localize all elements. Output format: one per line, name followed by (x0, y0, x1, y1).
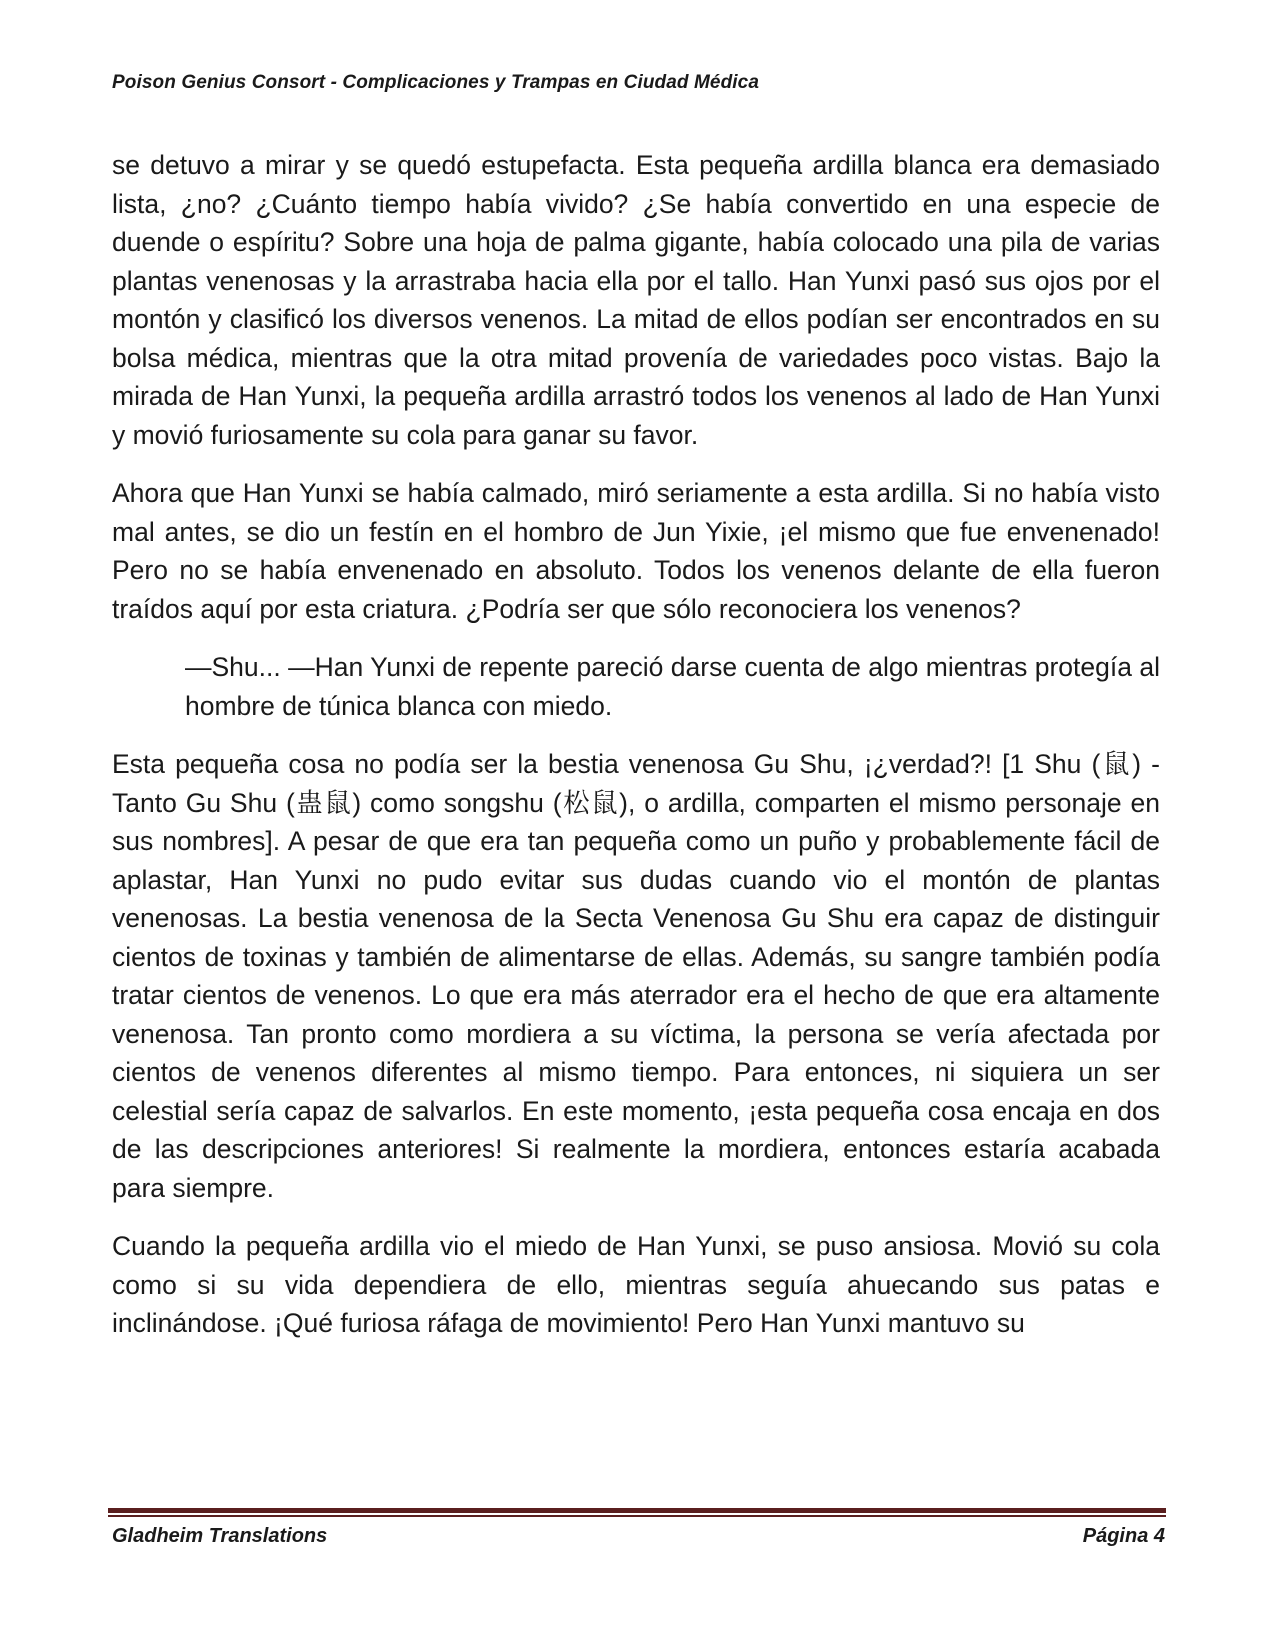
footer-divider (108, 1508, 1166, 1517)
paragraph: Cuando la pequeña ardilla vio el miedo de Han Yunxi, se puso ansiosa. Movió su cola como si su vida dependiera de ello, mientras seguía ahuecando sus patas e inclinándose. ¡Qué furiosa ráfaga de movimiento! Pero Han Yunxi mantuvo su (112, 1231, 1160, 1338)
dialogue-paragraph: —Shu... —Han Yunxi de repente pareció darse cuenta de algo mientras protegía al hombre de túnica blanca con miedo. (185, 652, 1160, 721)
paragraph: Ahora que Han Yunxi se había calmado, miró seriamente a esta ardilla. Si no había visto mal antes, se dio un festín en el hombro de Jun Yixie, ¡el mismo que fue envenenado! Pero no se había envenenado en absoluto. Todos los venenos delante de ella fueron traídos aquí por esta criatura. ¿Podría ser que sólo reconociera los venenos? (112, 478, 1160, 624)
paragraph: Esta pequeña cosa no podía ser la bestia venenosa Gu Shu, ¡¿verdad?! [1 Shu (鼠) - Tanto Gu Shu (蛊鼠) como songshu (松鼠), o ardilla, comparten el mismo personaje en sus nombres]. A pesar de que era tan pequeña como un puño y probablemente fácil de aplastar, Han Yunxi no pudo evitar sus dudas cuando vio el montón de plantas venenosas. La bestia venenosa de la Secta Venenosa Gu Shu era capaz de distinguir cientos de toxinas y también de alimentarse de ellas. Además, su sangre también podía tratar cientos de venenos. Lo que era más aterrador era el hecho de que era altamente venenosa. Tan pronto como mordiera a su víctima, la persona se vería afectada por cientos de venenos diferentes al mismo tiempo. Para entonces, ni siquiera un ser celestial sería capaz de salvarlos. En este momento, ¡esta pequeña cosa encaja en dos de las descripciones anteriores! Si realmente la mordiera, entonces estaría acabada para siempre. (112, 749, 1160, 1203)
footer-page-number: Página 4 (1082, 1525, 1165, 1547)
page-header-title: Poison Genius Consort - Complicaciones y Trampas en Ciudad Médica (112, 72, 760, 93)
footer-translator-name: Gladheim Translations (112, 1525, 328, 1547)
paragraph: se detuvo a mirar y se quedó estupefacta. Esta pequeña ardilla blanca era demasiado lista, ¿no? ¿Cuánto tiempo había vivido? ¿Se había convertido en una especie de duende o espíritu? Sobre una hoja de palma gigante, había colocado una pila de varias plantas venenosas y la arrastraba hacia ella por el tallo. Han Yunxi pasó sus ojos por el montón y clasificó los diversos venenos. La mitad de ellos podían ser encontrados en su bolsa médica, mientras que la otra mitad provenía de variedades poco vistas. Bajo la mirada de Han Yunxi, la pequeña ardilla arrastró todos los venenos al lado de Han Yunxi y movió furiosamente su cola para ganar su favor. (112, 150, 1160, 450)
document-body (112, 146, 1160, 1363)
